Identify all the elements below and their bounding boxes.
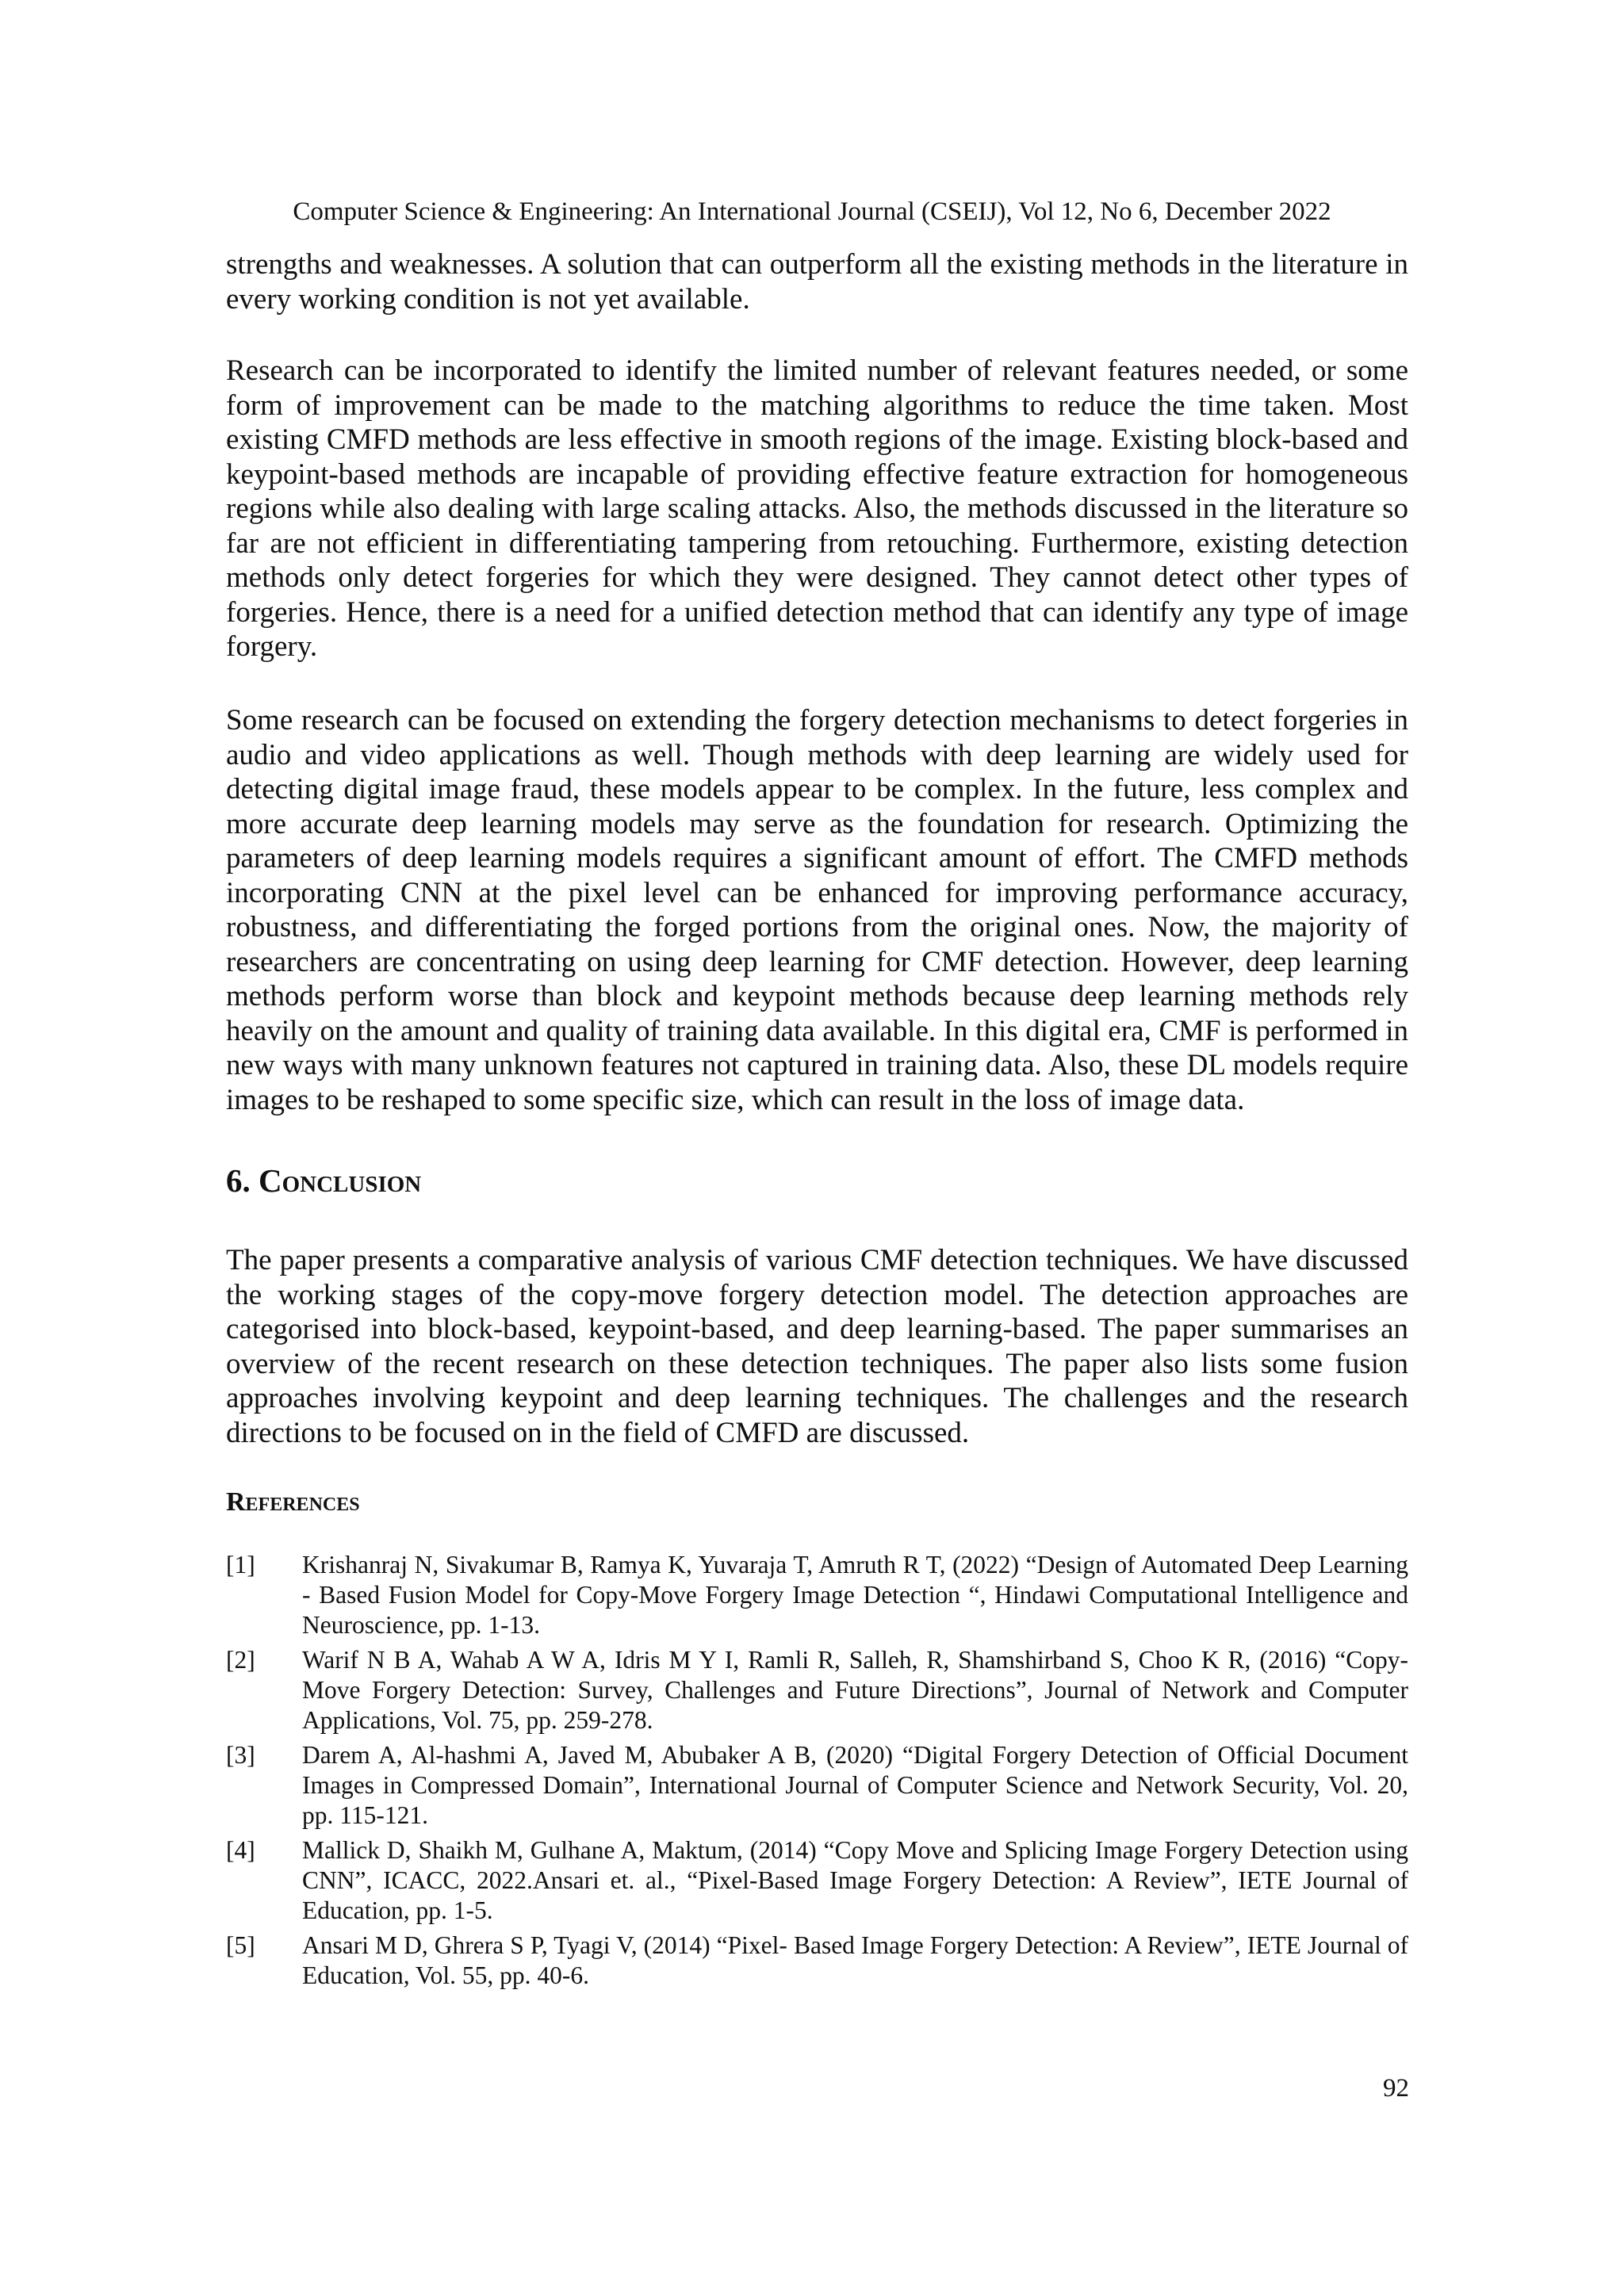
reference-text: Ansari M D, Ghrera S P, Tyagi V, (2014) “Pixel- Based Image Forgery Detection: A Review”, IETE Journal of Education, Vol. 55, pp. 40-6.: [302, 1931, 1408, 1989]
running-header: Computer Science & Engineering: An International Journal (CSEIJ), Vol 12, No 6, December 2022: [293, 197, 1331, 226]
reference-item: [226, 1835, 1408, 1926]
reference-item: [226, 1740, 1408, 1831]
references-list: [226, 1550, 1408, 1996]
paragraph-1: strengths and weaknesses. A solution that can outperform all the existing methods in the literature in every working condition is not yet available.: [226, 248, 1408, 316]
reference-text: Warif N B A, Wahab A W A, Idris M Y I, Ramli R, Salleh, R, Shamshirband S, Choo K R, (2016) “Copy-Move Forgery Detection: Survey, Challenges and Future Directions”, Journal of Network and Computer Applications, Vol. 75, pp. 259-278.: [302, 1646, 1408, 1734]
reference-text: Darem A, Al-hashmi A, Javed M, Abubaker A B, (2020) “Digital Forgery Detection of Official Document Images in Compressed Domain”, International Journal of Computer Science and Network Security, Vol. 20, pp. 115-121.: [302, 1741, 1408, 1829]
reference-number: [1]: [226, 1551, 255, 1578]
reference-item: [226, 1931, 1408, 1991]
conclusion-paragraph: The paper presents a comparative analysis of various CMF detection techniques. We have discussed the working stages of the copy-move forgery detection model. The detection approaches are categorised into block-based, keypoint-based, and deep learning-based. The paper summarises an overview of the recent research on these detection techniques. The paper also lists some fusion approaches involving keypoint and deep learning techniques. The challenges and the research directions to be focused on in the field of CMFD are discussed.: [226, 1244, 1408, 1449]
reference-number: [4]: [226, 1836, 255, 1864]
references-heading: References: [226, 1487, 360, 1517]
reference-text: Krishanraj N, Sivakumar B, Ramya K, Yuvaraja T, Amruth R T, (2022) “Design of Automated Deep Learning - Based Fusion Model for Copy-Move Forgery Image Detection “, Hindawi Computational Intelligence and Neuroscience, pp. 1-13.: [302, 1551, 1408, 1639]
reference-item: [226, 1645, 1408, 1735]
reference-text: Mallick D, Shaikh M, Gulhane A, Maktum, (2014) “Copy Move and Splicing Image Forgery Detection using CNN”, ICACC, 2022.Ansari et. al., “Pixel-Based Image Forgery Detection: A Review”, IETE Journal of Education, pp. 1-5.: [302, 1836, 1408, 1924]
page-number: 92: [1383, 2074, 1409, 2103]
reference-number: [2]: [226, 1646, 255, 1674]
reference-number: [3]: [226, 1741, 255, 1769]
paragraph-2: Research can be incorporated to identify the limited number of relevant features needed, or some form of improvement can be made to the matching algorithms to reduce the time taken. Most existing CMFD methods are less effective in smooth regions of the image. Existing block-based and keypoint-based methods are incapable of providing effective feature extraction for homogeneous regions while also dealing with large scaling attacks. Also, the methods discussed in the literature so far are not efficient in differentiating tampering from retouching. Furthermore, existing detection methods only detect forgeries for which they were designed. They cannot detect other types of forgeries. Hence, there is a need for a unified detection method that can identify any type of image forgery.: [226, 354, 1408, 663]
paragraph-3: Some research can be focused on extending the forgery detection mechanisms to detect forgeries in audio and video applications as well. Though methods with deep learning are widely used for detecting digital image fraud, these models appear to be complex. In the future, less complex and more accurate deep learning models may serve as the foundation for research. Optimizing the parameters of deep learning models requires a significant amount of effort. The CMFD methods incorporating CNN at the pixel level can be enhanced for improving performance accuracy, robustness, and differentiating the forged portions from the original ones. Now, the majority of researchers are concentrating on using deep learning for CMF detection. However, deep learning methods perform worse than block and keypoint methods because deep learning methods rely heavily on the amount and quality of training data available. In this digital era, CMF is performed in new ways with many unknown features not captured in training data. Also, these DL models require images to be reshaped to some specific size, which can result in the loss of image data.: [226, 704, 1408, 1116]
reference-number: [5]: [226, 1931, 255, 1959]
section-heading-conclusion: [226, 1161, 421, 1200]
section-title: Conclusion: [259, 1162, 422, 1199]
section-number: 6.: [226, 1162, 259, 1199]
reference-item: [226, 1550, 1408, 1640]
